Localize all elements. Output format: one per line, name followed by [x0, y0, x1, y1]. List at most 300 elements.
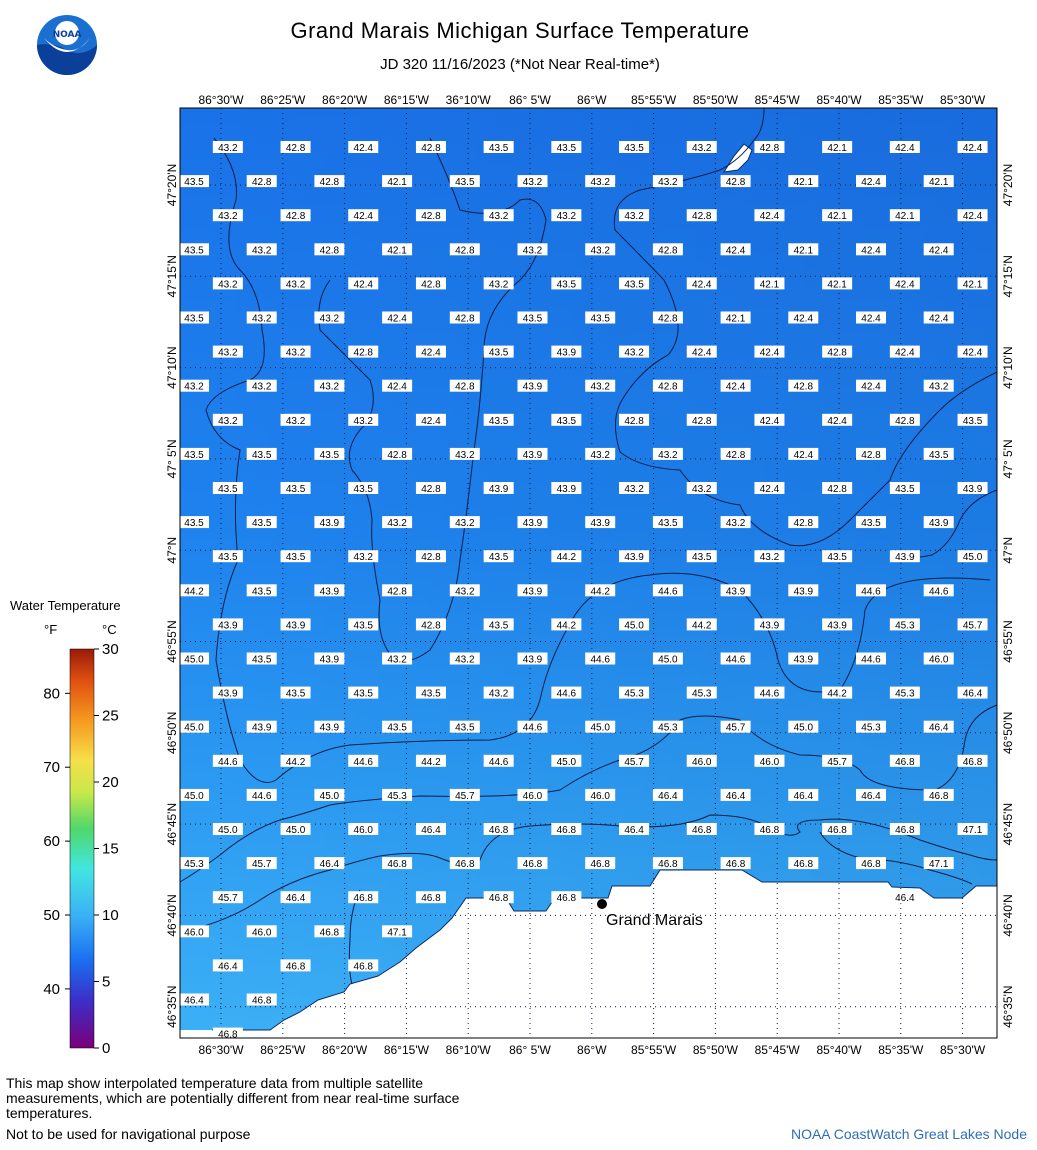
svg-text:42.4: 42.4: [962, 143, 983, 154]
temperature-value: [721, 516, 751, 529]
temperature-value: [890, 141, 920, 154]
latitude-label-left: 47° 5'N: [165, 439, 179, 479]
temperature-value: [213, 414, 243, 427]
svg-text:43.2: 43.2: [624, 211, 644, 223]
latitude-label-left: 47°20'N: [165, 163, 179, 207]
svg-text:43.2: 43.2: [251, 313, 272, 325]
svg-text:42.8: 42.8: [387, 449, 407, 461]
temperature-value: [281, 550, 311, 563]
longitude-label-top: 86°W: [577, 93, 607, 107]
map-title: Grand Marais Michigan Surface Temperature: [290, 18, 750, 43]
temperature-value: [348, 482, 378, 495]
temperature-value: [754, 618, 784, 631]
temperature-value: [382, 243, 412, 256]
temperature-value: [348, 346, 378, 359]
svg-text:42.4: 42.4: [353, 279, 373, 291]
temperature-value: [585, 789, 615, 802]
temperature-value: [585, 175, 615, 188]
svg-text:43.9: 43.9: [251, 722, 272, 734]
temperature-value: [247, 516, 277, 529]
svg-text:45.7: 45.7: [251, 859, 272, 871]
svg-text:43.2: 43.2: [522, 245, 543, 257]
svg-text:42.8: 42.8: [827, 347, 847, 359]
temperature-value: [314, 857, 344, 870]
temperature-value: [213, 959, 243, 972]
temperature-value: [619, 550, 649, 563]
svg-text:45.3: 45.3: [895, 688, 915, 700]
longitude-label-bottom: 85°55'W: [631, 1043, 677, 1057]
svg-text:45.3: 45.3: [387, 790, 407, 802]
svg-text:46.8: 46.8: [692, 825, 712, 836]
temperature-value: [585, 584, 615, 597]
svg-text:43.2: 43.2: [522, 177, 543, 189]
latitude-label-left: 46°50'N: [165, 711, 179, 755]
svg-text:43.2: 43.2: [251, 381, 272, 393]
svg-text:43.2: 43.2: [455, 654, 475, 666]
svg-text:46.4: 46.4: [725, 790, 746, 802]
temperature-value: [247, 584, 277, 597]
temperature-value: [653, 380, 683, 393]
svg-text:43.5: 43.5: [251, 654, 272, 666]
svg-text:43.5: 43.5: [218, 552, 238, 564]
longitude-label-bottom: 86°10'W: [445, 1043, 491, 1057]
svg-text:42.8: 42.8: [285, 211, 306, 223]
temperature-value: [585, 857, 615, 870]
svg-text:45.7: 45.7: [962, 620, 983, 632]
temperature-value: [213, 550, 243, 563]
temperature-value: [856, 516, 886, 529]
legend-unit-c: °C: [102, 622, 117, 637]
svg-text:46.8: 46.8: [218, 1029, 238, 1041]
svg-text:45.7: 45.7: [455, 790, 475, 802]
svg-text:42.4: 42.4: [759, 415, 780, 427]
footnote: This map show interpolated temperature data from multiple satellite measurements, which are potentially different from near real-time surface temperatures.: [6, 1075, 460, 1121]
svg-text:44.6: 44.6: [353, 756, 373, 768]
temperature-value: [450, 175, 480, 188]
svg-text:45.3: 45.3: [861, 722, 881, 734]
temperature-value: [314, 175, 344, 188]
temperature-value: [619, 209, 649, 222]
temperature-value: [247, 312, 277, 325]
svg-text:42.4: 42.4: [895, 143, 915, 154]
svg-text:46.8: 46.8: [488, 825, 509, 836]
svg-text:46.4: 46.4: [285, 893, 306, 905]
svg-text:43.2: 43.2: [218, 211, 238, 223]
temperature-value: [179, 994, 209, 1007]
temperature-value: [247, 448, 277, 461]
temperature-value: [416, 141, 446, 154]
temperature-value: [653, 448, 683, 461]
svg-text:44.6: 44.6: [861, 654, 881, 666]
svg-text:43.5: 43.5: [251, 449, 272, 461]
svg-text:43.2: 43.2: [353, 415, 373, 427]
svg-text:46.8: 46.8: [895, 825, 915, 836]
svg-text:43.5: 43.5: [285, 484, 306, 495]
temperature-value: [585, 312, 615, 325]
temperature-value: [518, 380, 548, 393]
svg-text:47.1: 47.1: [928, 859, 949, 871]
svg-text:46.8: 46.8: [421, 893, 441, 905]
svg-text:45.0: 45.0: [184, 790, 204, 802]
svg-text:43.2: 43.2: [692, 484, 712, 495]
svg-text:42.8: 42.8: [692, 211, 712, 223]
svg-text:45.7: 45.7: [218, 893, 238, 905]
longitude-label-top: 85°30'W: [940, 93, 986, 107]
svg-text:43.5: 43.5: [556, 143, 577, 154]
svg-text:43.2: 43.2: [218, 415, 238, 427]
temperature-value: [518, 175, 548, 188]
temperature-value: [551, 823, 581, 836]
temperature-value: [213, 755, 243, 768]
temperature-value: [484, 550, 514, 563]
temperature-value: [179, 721, 209, 734]
svg-text:46.4: 46.4: [218, 961, 238, 973]
temperature-value: [247, 653, 277, 666]
temperature-value: [416, 823, 446, 836]
temperature-value: [788, 175, 818, 188]
temperature-value: [450, 653, 480, 666]
svg-text:43.2: 43.2: [658, 449, 678, 461]
svg-text:43.2: 43.2: [455, 449, 475, 461]
svg-text:43.5: 43.5: [624, 279, 644, 291]
temperature-value: [653, 312, 683, 325]
temperature-value: [890, 687, 920, 700]
temperature-value: [687, 755, 717, 768]
svg-text:43.5: 43.5: [184, 518, 204, 530]
temperature-value: [382, 653, 412, 666]
temperature-value: [890, 755, 920, 768]
temperature-value: [213, 1028, 243, 1041]
legend-fahrenheit-tick: 80: [43, 685, 60, 703]
latitude-label-right: 46°55'N: [1001, 620, 1015, 663]
svg-text:43.5: 43.5: [962, 415, 983, 427]
svg-text:43.5: 43.5: [184, 449, 204, 461]
svg-text:45.3: 45.3: [184, 859, 204, 871]
svg-text:42.8: 42.8: [353, 347, 373, 359]
temperature-value: [856, 789, 886, 802]
temperature-value: [213, 618, 243, 631]
svg-text:44.6: 44.6: [658, 586, 678, 598]
temperature-value: [348, 277, 378, 290]
temperature-value: [924, 584, 954, 597]
svg-text:42.8: 42.8: [658, 245, 678, 257]
temperature-value: [213, 482, 243, 495]
svg-text:42.1: 42.1: [387, 245, 407, 257]
temperature-value: [450, 857, 480, 870]
temperature-value: [551, 687, 581, 700]
svg-text:42.8: 42.8: [759, 143, 780, 154]
temperature-value: [822, 618, 852, 631]
svg-text:42.8: 42.8: [658, 381, 678, 393]
temperature-value: [416, 482, 446, 495]
temperature-value: [416, 277, 446, 290]
svg-text:43.2: 43.2: [658, 177, 678, 189]
svg-text:46.4: 46.4: [962, 688, 983, 700]
svg-text:45.0: 45.0: [556, 756, 577, 768]
svg-text:44.6: 44.6: [556, 688, 577, 700]
longitude-label-bottom: 85°50'W: [692, 1043, 738, 1057]
temperature-value: [416, 346, 446, 359]
svg-text:47.1: 47.1: [962, 825, 983, 836]
temperature-value: [382, 175, 412, 188]
svg-text:43.2: 43.2: [590, 177, 610, 189]
svg-text:43.5: 43.5: [455, 722, 475, 734]
svg-text:43.2: 43.2: [218, 347, 238, 359]
temperature-value: [484, 141, 514, 154]
latitude-label-left: 47°10'N: [165, 346, 179, 389]
temperature-value: [382, 584, 412, 597]
svg-text:46.8: 46.8: [353, 961, 373, 973]
svg-text:46.8: 46.8: [556, 893, 577, 905]
svg-text:42.8: 42.8: [387, 586, 407, 598]
svg-text:42.4: 42.4: [353, 211, 373, 223]
temperature-value: [179, 789, 209, 802]
svg-text:43.5: 43.5: [522, 313, 543, 325]
svg-text:42.8: 42.8: [421, 620, 441, 632]
temperature-value: [484, 414, 514, 427]
temperature-value: [518, 448, 548, 461]
temperature-value: [687, 482, 717, 495]
temperature-value: [890, 482, 920, 495]
svg-text:43.9: 43.9: [319, 518, 340, 530]
svg-text:46.4: 46.4: [319, 859, 340, 871]
latitude-label-left: 46°55'N: [165, 620, 179, 663]
svg-text:42.4: 42.4: [827, 415, 847, 427]
temperature-value: [856, 243, 886, 256]
svg-text:43.5: 43.5: [218, 484, 238, 495]
svg-text:43.5: 43.5: [285, 552, 306, 564]
longitude-label-top: 85°40'W: [816, 93, 862, 107]
legend-color-bar: [70, 649, 94, 1048]
svg-text:44.6: 44.6: [488, 756, 509, 768]
credit-text: NOAA CoastWatch Great Lakes Node: [790, 1126, 1027, 1142]
temperature-value: [213, 891, 243, 904]
temperature-value: [450, 380, 480, 393]
temperature-value: [551, 141, 581, 154]
temperature-value: [348, 823, 378, 836]
temperature-value: [754, 414, 784, 427]
temperature-value: [484, 346, 514, 359]
temperature-value: [281, 209, 311, 222]
legend-celsius-tick: 0: [102, 1040, 111, 1057]
svg-text:45.0: 45.0: [590, 722, 610, 734]
svg-text:46.8: 46.8: [488, 893, 509, 905]
svg-text:42.4: 42.4: [353, 143, 373, 154]
svg-text:46.8: 46.8: [861, 859, 881, 871]
svg-text:45.0: 45.0: [658, 654, 678, 666]
temperature-value: [314, 789, 344, 802]
logo-text: NOAA: [52, 30, 82, 40]
temperature-value: [924, 789, 954, 802]
temperature-value: [687, 618, 717, 631]
temperature-value: [247, 175, 277, 188]
temperature-value: [281, 755, 311, 768]
svg-text:42.8: 42.8: [421, 279, 441, 291]
temperature-value: [856, 653, 886, 666]
temperature-value: [179, 857, 209, 870]
svg-text:43.2: 43.2: [590, 449, 610, 461]
temperature-value: [247, 721, 277, 734]
temperature-value: [585, 448, 615, 461]
temperature-value: [484, 755, 514, 768]
temperature-value: [179, 584, 209, 597]
temperature-value: [619, 482, 649, 495]
svg-text:42.8: 42.8: [725, 177, 746, 189]
svg-text:46.4: 46.4: [421, 825, 441, 836]
temperature-value: [247, 994, 277, 1007]
legend-celsius-tick: 10: [102, 907, 119, 924]
svg-text:43.9: 43.9: [725, 586, 746, 598]
temperature-value: [958, 482, 988, 495]
temperature-value: [551, 482, 581, 495]
temperature-value: [754, 687, 784, 700]
svg-text:43.5: 43.5: [353, 620, 373, 632]
temperature-value: [314, 448, 344, 461]
svg-text:44.2: 44.2: [692, 620, 712, 632]
temperature-value: [890, 209, 920, 222]
svg-text:45.0: 45.0: [319, 790, 340, 802]
svg-text:43.5: 43.5: [827, 552, 847, 564]
temperature-value: [788, 789, 818, 802]
svg-text:42.1: 42.1: [793, 177, 814, 189]
temperature-value: [958, 755, 988, 768]
svg-text:43.2: 43.2: [488, 688, 509, 700]
temperature-value: [619, 277, 649, 290]
svg-text:45.3: 45.3: [692, 688, 712, 700]
temperature-value: [179, 653, 209, 666]
svg-text:44.6: 44.6: [590, 654, 610, 666]
temperature-value: [247, 789, 277, 802]
svg-text:43.9: 43.9: [962, 484, 983, 495]
temperature-value: [518, 312, 548, 325]
svg-text:43.2: 43.2: [285, 415, 306, 427]
svg-text:47.1: 47.1: [387, 927, 407, 939]
svg-text:43.5: 43.5: [556, 415, 577, 427]
svg-text:45.0: 45.0: [624, 620, 644, 632]
temperature-value: [754, 482, 784, 495]
svg-text:42.4: 42.4: [928, 245, 949, 257]
svg-text:45.7: 45.7: [725, 722, 746, 734]
svg-text:43.5: 43.5: [861, 518, 881, 530]
svg-text:43.2: 43.2: [556, 211, 577, 223]
temperature-value: [585, 380, 615, 393]
svg-text:42.8: 42.8: [692, 415, 712, 427]
svg-text:43.2: 43.2: [319, 381, 340, 393]
svg-text:42.4: 42.4: [861, 177, 881, 189]
temperature-value: [416, 687, 446, 700]
longitude-label-top: 85°35'W: [878, 93, 924, 107]
temperature-value: [754, 346, 784, 359]
svg-text:46.4: 46.4: [793, 790, 814, 802]
temperature-value: [687, 277, 717, 290]
svg-text:46.8: 46.8: [556, 825, 577, 836]
svg-text:42.8: 42.8: [861, 449, 881, 461]
temperature-value: [247, 857, 277, 870]
svg-text:43.2: 43.2: [488, 279, 509, 291]
temperature-value: [382, 448, 412, 461]
svg-text:43.2: 43.2: [624, 484, 644, 495]
svg-text:42.4: 42.4: [895, 279, 915, 291]
svg-text:43.5: 43.5: [387, 722, 407, 734]
svg-text:42.4: 42.4: [861, 245, 881, 257]
temperature-value: [721, 243, 751, 256]
temperature-value: [281, 618, 311, 631]
svg-text:43.9: 43.9: [319, 722, 340, 734]
svg-text:44.6: 44.6: [759, 688, 780, 700]
temperature-value: [788, 584, 818, 597]
svg-text:43.5: 43.5: [353, 688, 373, 700]
svg-text:44.6: 44.6: [861, 586, 881, 598]
longitude-label-top: 86° 5'W: [509, 93, 551, 107]
temperature-value: [754, 141, 784, 154]
temperature-value: [484, 687, 514, 700]
temperature-value: [687, 209, 717, 222]
longitude-label-top: 86°25'W: [260, 93, 306, 107]
svg-text:42.1: 42.1: [387, 177, 407, 189]
svg-text:43.9: 43.9: [488, 484, 509, 495]
temperature-value: [754, 755, 784, 768]
temperature-value: [822, 209, 852, 222]
svg-text:42.8: 42.8: [455, 381, 475, 393]
temperature-value: [213, 687, 243, 700]
temperature-value: [721, 857, 751, 870]
svg-text:43.5: 43.5: [455, 177, 475, 189]
temperature-value: [856, 857, 886, 870]
temperature-value: [619, 687, 649, 700]
svg-text:46.8: 46.8: [387, 859, 407, 871]
svg-text:43.9: 43.9: [895, 552, 915, 564]
svg-text:43.9: 43.9: [759, 620, 780, 632]
svg-text:43.2: 43.2: [759, 552, 780, 564]
svg-text:42.4: 42.4: [759, 211, 780, 223]
temperature-value: [958, 141, 988, 154]
temperature-value: [416, 755, 446, 768]
temperature-value: [822, 755, 852, 768]
temperature-value: [382, 516, 412, 529]
temperature-value: [958, 414, 988, 427]
temperature-value: [653, 857, 683, 870]
latitude-label-right: 47°20'N: [1001, 163, 1015, 207]
svg-text:46.8: 46.8: [759, 825, 780, 836]
temperature-value: [856, 721, 886, 734]
temperature-value: [213, 823, 243, 836]
svg-text:42.4: 42.4: [928, 313, 949, 325]
temperature-value: [484, 823, 514, 836]
svg-text:45.7: 45.7: [624, 756, 644, 768]
svg-text:43.9: 43.9: [218, 620, 238, 632]
temperature-value: [314, 312, 344, 325]
svg-text:42.4: 42.4: [387, 381, 407, 393]
svg-text:46.8: 46.8: [285, 961, 306, 973]
navigation-warning: Not to be used for navigational purpose: [6, 1126, 251, 1142]
longitude-label-top: 85°55'W: [631, 93, 677, 107]
svg-text:46.0: 46.0: [251, 927, 272, 939]
temperature-value: [314, 925, 344, 938]
svg-text:43.5: 43.5: [895, 484, 915, 495]
svg-text:46.8: 46.8: [928, 790, 949, 802]
temperature-value: [890, 550, 920, 563]
svg-text:43.9: 43.9: [319, 586, 340, 598]
latitude-label-left: 47°15'N: [165, 255, 179, 298]
temperature-value: [721, 380, 751, 393]
latitude-label-left: 46°45'N: [165, 802, 179, 846]
temperature-value: [619, 823, 649, 836]
temperature-value: [924, 175, 954, 188]
longitude-label-top: 85°50'W: [692, 93, 738, 107]
legend-celsius-tick: 25: [102, 707, 119, 725]
temperature-value: [788, 312, 818, 325]
longitude-label-bottom: 86° 5'W: [509, 1043, 551, 1057]
